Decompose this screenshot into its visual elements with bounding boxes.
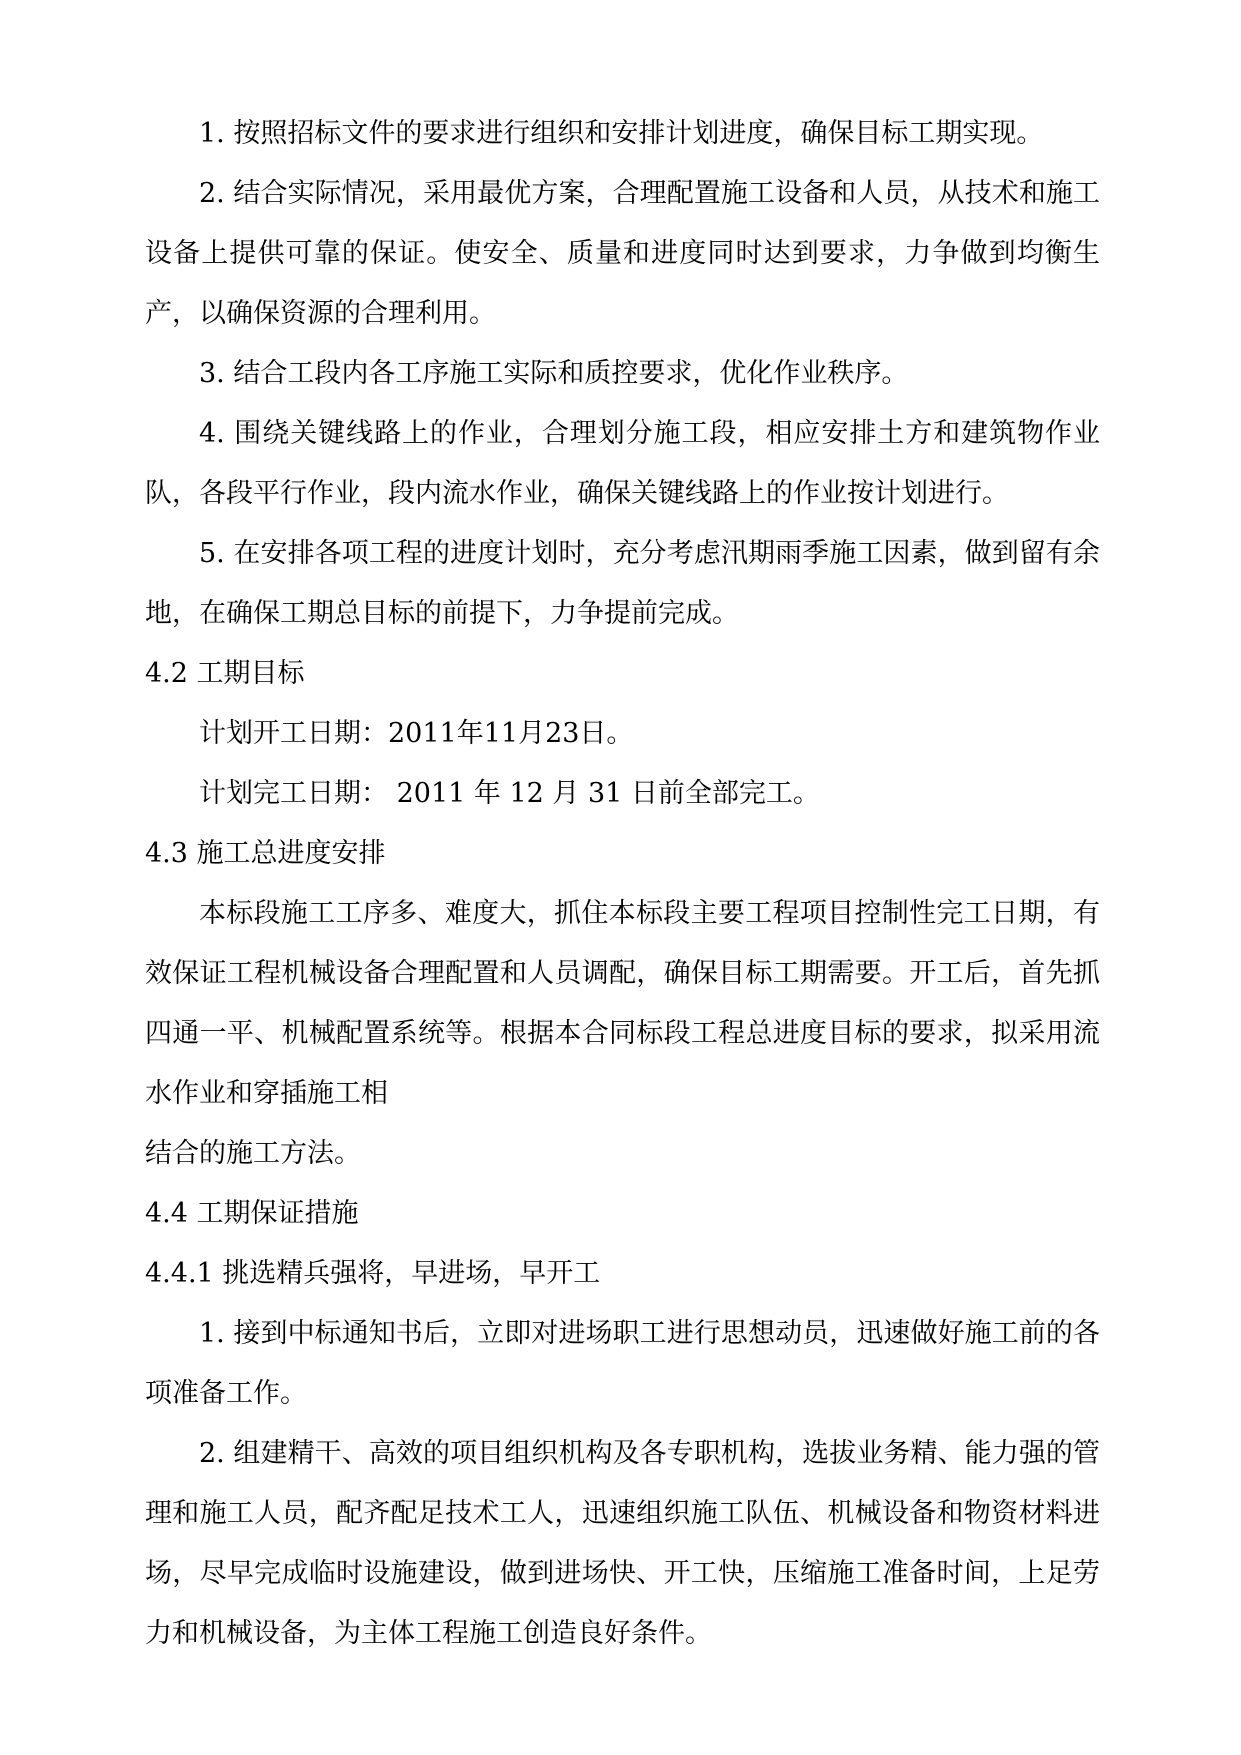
schedule-paragraph: 本标段施工工序多、难度大，抓住本标段主要工程项目控制性完工日期，有效保证工程机械设备合理配置和人员调配，确保目标工期需要。开工后，首先抓四通一平、机械配置系统等。根据本合同标段工程总进度目标的要求，拟采用流水作业和穿插施工相 <box>145 898 1100 1109</box>
section-heading-4-4: 4.4 工期保证措施 <box>145 1198 359 1229</box>
paragraph-2: 2. 结合实际情况，采用最优方案，合理配置施工设备和人员，从技术和施工设备上提供可靠的保证。使安全、质量和进度同时达到要求，力争做到均衡生产，以确保资源的合理利用。 <box>145 178 1100 329</box>
paragraph-5: 5. 在安排各项工程的进度计划时，充分考虑汛期雨季施工因素，做到留有余地，在确保工期总目标的前提下，力争提前完成。 <box>145 538 1100 629</box>
document-body <box>145 104 1100 1664</box>
section-heading-4-3: 4.3 施工总进度安排 <box>145 838 386 869</box>
measure-item-1: 1. 接到中标通知书后，立即对进场职工进行思想动员，迅速做好施工前的各项准备工作。 <box>145 1318 1100 1409</box>
paragraph-4: 4. 围绕关键线路上的作业，合理划分施工段，相应安排土方和建筑物作业队，各段平行作业，段内流水作业，确保关键线路上的作业按计划进行。 <box>145 418 1100 509</box>
paragraph-3: 3. 结合工段内各工序施工实际和质控要求，优化作业秩序。 <box>199 358 909 389</box>
planned-start-date: 计划开工日期：2011年11月23日。 <box>199 718 634 749</box>
schedule-paragraph-tail: 结合的施工方法。 <box>145 1138 361 1169</box>
section-heading-4-2: 4.2 工期目标 <box>145 658 305 689</box>
sub-heading-4-4-1: 4.4.1 挑选精兵强将，早进场，早开工 <box>145 1258 601 1289</box>
measure-item-2: 2. 组建精干、高效的项目组织机构及各专职机构，选拔业务精、能力强的管理和施工人员，配齐配足技术工人，迅速组织施工队伍、机械设备和物资材料进场，尽早完成临时设施建设，做到进场快、开工快，压缩施工准备时间，上足劳力和机械设备，为主体工程施工创造良好条件。 <box>145 1438 1100 1649</box>
planned-end-date: 计划完工日期： 2011 年 12 月 31 日前全部完工。 <box>199 778 820 809</box>
paragraph-1: 1. 按照招标文件的要求进行组织和安排计划进度，确保目标工期实现。 <box>199 118 1044 149</box>
